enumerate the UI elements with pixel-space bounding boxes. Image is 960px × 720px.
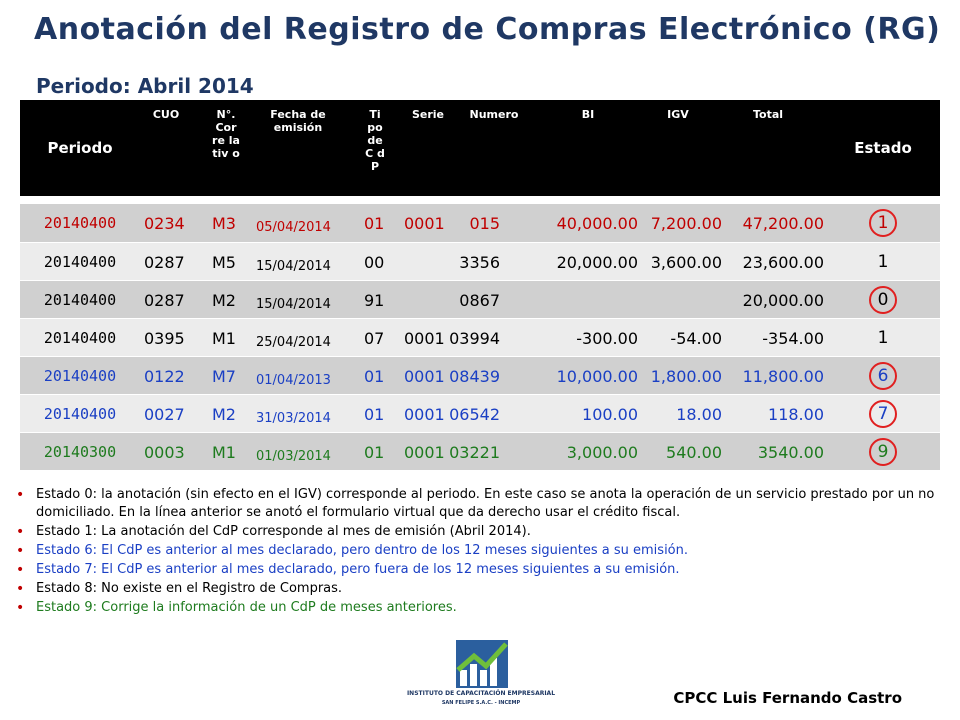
institute-logo xyxy=(404,636,558,716)
header-total: Total xyxy=(752,108,784,121)
highlight-circle-icon xyxy=(869,286,897,314)
cell-correlativo: M1 xyxy=(212,442,236,462)
cell-bi: 20,000.00 xyxy=(556,252,638,272)
note-item xyxy=(16,599,956,617)
header-fecha: Fecha de emisión xyxy=(270,108,326,134)
cell-igv: 1,800.00 xyxy=(650,366,722,386)
estado-value: 1 xyxy=(877,251,889,272)
cell-fecha: 15/04/2014 xyxy=(256,258,331,274)
cell-total: -354.00 xyxy=(762,328,824,348)
header-cuo: CUO xyxy=(152,108,180,121)
cell-numero: 03994 xyxy=(449,328,500,348)
cell-serie: 0001 xyxy=(404,213,445,233)
periodo-cell: 20140400 xyxy=(20,242,140,280)
cell-cuo: 0234 xyxy=(144,213,185,233)
logo-line2: SAN FELIPE S.A.C. - INCEMP xyxy=(441,700,521,706)
periodo-cell: 20140400 xyxy=(20,280,140,318)
note-text: Estado 7: El CdP es anterior al mes declarado, pero fuera de los 12 meses siguientes a su emisión. xyxy=(36,562,680,577)
cell-cuo: 0287 xyxy=(144,252,185,272)
header-correlativo: N°. Cor re lativ o xyxy=(212,108,240,160)
cell-correlativo: M1 xyxy=(212,328,236,348)
periodo-cell: 20140400 xyxy=(20,356,140,394)
cell-numero: 3356 xyxy=(459,252,500,272)
cell-tipo: 01 xyxy=(364,366,385,386)
slide-subtitle: Periodo: Abril 2014 xyxy=(36,74,254,98)
cell-cuo: 0003 xyxy=(144,442,185,462)
cell-correlativo: M2 xyxy=(212,404,236,424)
cell-correlativo: M5 xyxy=(212,252,236,272)
note-item xyxy=(16,561,956,579)
note-text: Estado 8: No existe en el Registro de Compras. xyxy=(36,581,343,596)
estado-cell xyxy=(826,356,940,394)
periodo-header: Periodo xyxy=(20,100,140,196)
cell-correlativo: M7 xyxy=(212,366,236,386)
cell-cuo: 0122 xyxy=(144,366,185,386)
table-row xyxy=(140,356,826,394)
logo-chart-icon xyxy=(456,640,508,688)
note-text: Estado 1: La anotación del CdP corresponde al mes de emisión (Abril 2014). xyxy=(36,524,531,539)
highlight-circle-icon xyxy=(869,362,897,390)
estado-column xyxy=(826,204,940,470)
note-item xyxy=(16,580,956,598)
table-row xyxy=(140,394,826,432)
cell-total: 47,200.00 xyxy=(742,213,824,233)
cell-correlativo: M2 xyxy=(212,290,236,310)
estado-cell xyxy=(826,394,940,432)
estado-value: 9 xyxy=(877,441,889,462)
cell-tipo: 01 xyxy=(364,404,385,424)
cell-cuo: 0287 xyxy=(144,290,185,310)
header-tipo: Ti po de C dP xyxy=(365,108,385,173)
table-row xyxy=(140,432,826,470)
note-item xyxy=(16,486,956,522)
notes-list xyxy=(16,486,956,618)
cell-serie: 0001 xyxy=(404,442,445,462)
cell-tipo: 01 xyxy=(364,442,385,462)
note-item xyxy=(16,523,956,541)
periodo-cell: 20140400 xyxy=(20,204,140,242)
estado-value: 1 xyxy=(877,327,889,348)
cell-serie: 0001 xyxy=(404,404,445,424)
periodo-cell: 20140300 xyxy=(20,432,140,470)
cell-correlativo: M3 xyxy=(212,213,236,233)
cell-total: 11,800.00 xyxy=(742,366,824,386)
estado-value: 0 xyxy=(877,289,889,310)
periodo-column xyxy=(20,204,140,470)
estado-value: 1 xyxy=(877,213,889,233)
estado-cell xyxy=(826,242,940,280)
cell-total: 20,000.00 xyxy=(742,290,824,310)
cell-tipo: 91 xyxy=(364,290,385,310)
table-row xyxy=(140,280,826,318)
estado-cell xyxy=(826,280,940,318)
note-item xyxy=(16,542,956,560)
periodo-cell: 20140400 xyxy=(20,318,140,356)
cell-numero: 08439 xyxy=(449,366,500,386)
bullet-icon: • xyxy=(16,524,25,540)
table-row xyxy=(140,318,826,356)
bullet-icon: • xyxy=(16,562,25,578)
cell-serie: 0001 xyxy=(404,366,445,386)
cell-serie: 0001 xyxy=(404,328,445,348)
table-row xyxy=(140,204,826,242)
cell-numero: 015 xyxy=(469,213,500,233)
cell-fecha: 01/03/2014 xyxy=(256,448,331,464)
cell-fecha: 31/03/2014 xyxy=(256,410,331,426)
slide-title: Anotación del Registro de Compras Electrónico (RG) xyxy=(34,12,941,47)
header-numero: Numero xyxy=(469,108,519,121)
table-header xyxy=(140,100,826,196)
cell-total: 118.00 xyxy=(768,404,824,424)
note-text: Estado 6: El CdP es anterior al mes declarado, pero dentro de los 12 meses siguientes a su emisión. xyxy=(36,543,688,558)
table-body xyxy=(140,204,826,470)
cell-fecha: 05/04/2014 xyxy=(256,219,331,235)
cell-fecha: 25/04/2014 xyxy=(256,334,331,350)
estado-value: 7 xyxy=(877,403,889,424)
cell-igv: 540.00 xyxy=(666,442,722,462)
estado-cell xyxy=(826,204,940,242)
bullet-icon: • xyxy=(16,543,25,559)
cell-numero: 03221 xyxy=(449,442,500,462)
note-text: Estado 9: Corrige la información de un CdP de meses anteriores. xyxy=(36,600,457,615)
cell-bi: 3,000.00 xyxy=(566,442,638,462)
cell-bi: 100.00 xyxy=(582,404,638,424)
highlight-circle-icon xyxy=(869,209,897,237)
cell-fecha: 01/04/2013 xyxy=(256,372,331,388)
cell-numero: 0867 xyxy=(459,290,500,310)
cell-numero: 06542 xyxy=(449,404,500,424)
note-text: Estado 0: la anotación (sin efecto en el IGV) corresponde al periodo. En este caso se anota la operación de un servicio prestado por un no domiciliado. En la línea anterior se anotó el formulario virtual que da derecho usar el crédito fiscal. xyxy=(36,487,935,520)
bullet-icon: • xyxy=(16,487,25,503)
highlight-circle-icon xyxy=(869,438,897,466)
estado-header: Estado xyxy=(826,100,940,196)
logo-line1: INSTITUTO DE CAPACITACIÓN EMPRESARIAL xyxy=(406,690,556,697)
cell-tipo: 00 xyxy=(364,252,385,272)
cell-igv: -54.00 xyxy=(670,328,722,348)
cell-igv: 7,200.00 xyxy=(650,213,722,233)
bullet-icon: • xyxy=(16,581,25,597)
estado-cell xyxy=(826,432,940,470)
cell-igv: 18.00 xyxy=(676,404,722,424)
estado-cell xyxy=(826,318,940,356)
cell-igv: 3,600.00 xyxy=(650,252,722,272)
cell-cuo: 0395 xyxy=(144,328,185,348)
cell-tipo: 07 xyxy=(364,328,385,348)
cell-cuo: 0027 xyxy=(144,404,185,424)
header-igv: IGV xyxy=(667,108,689,121)
cell-bi: 10,000.00 xyxy=(556,366,638,386)
header-serie: Serie xyxy=(411,108,445,121)
bullet-icon: • xyxy=(16,600,25,616)
author-credit: CPCC Luis Fernando Castro xyxy=(673,689,902,707)
cell-bi: 40,000.00 xyxy=(556,213,638,233)
cell-total: 3540.00 xyxy=(757,442,824,462)
table-row xyxy=(140,242,826,280)
highlight-circle-icon xyxy=(869,400,897,428)
periodo-cell: 20140400 xyxy=(20,394,140,432)
header-bi: BI xyxy=(581,108,595,121)
cell-fecha: 15/04/2014 xyxy=(256,296,331,312)
cell-tipo: 01 xyxy=(364,213,385,233)
estado-value: 6 xyxy=(877,365,889,386)
cell-total: 23,600.00 xyxy=(742,252,824,272)
cell-bi: -300.00 xyxy=(576,328,638,348)
